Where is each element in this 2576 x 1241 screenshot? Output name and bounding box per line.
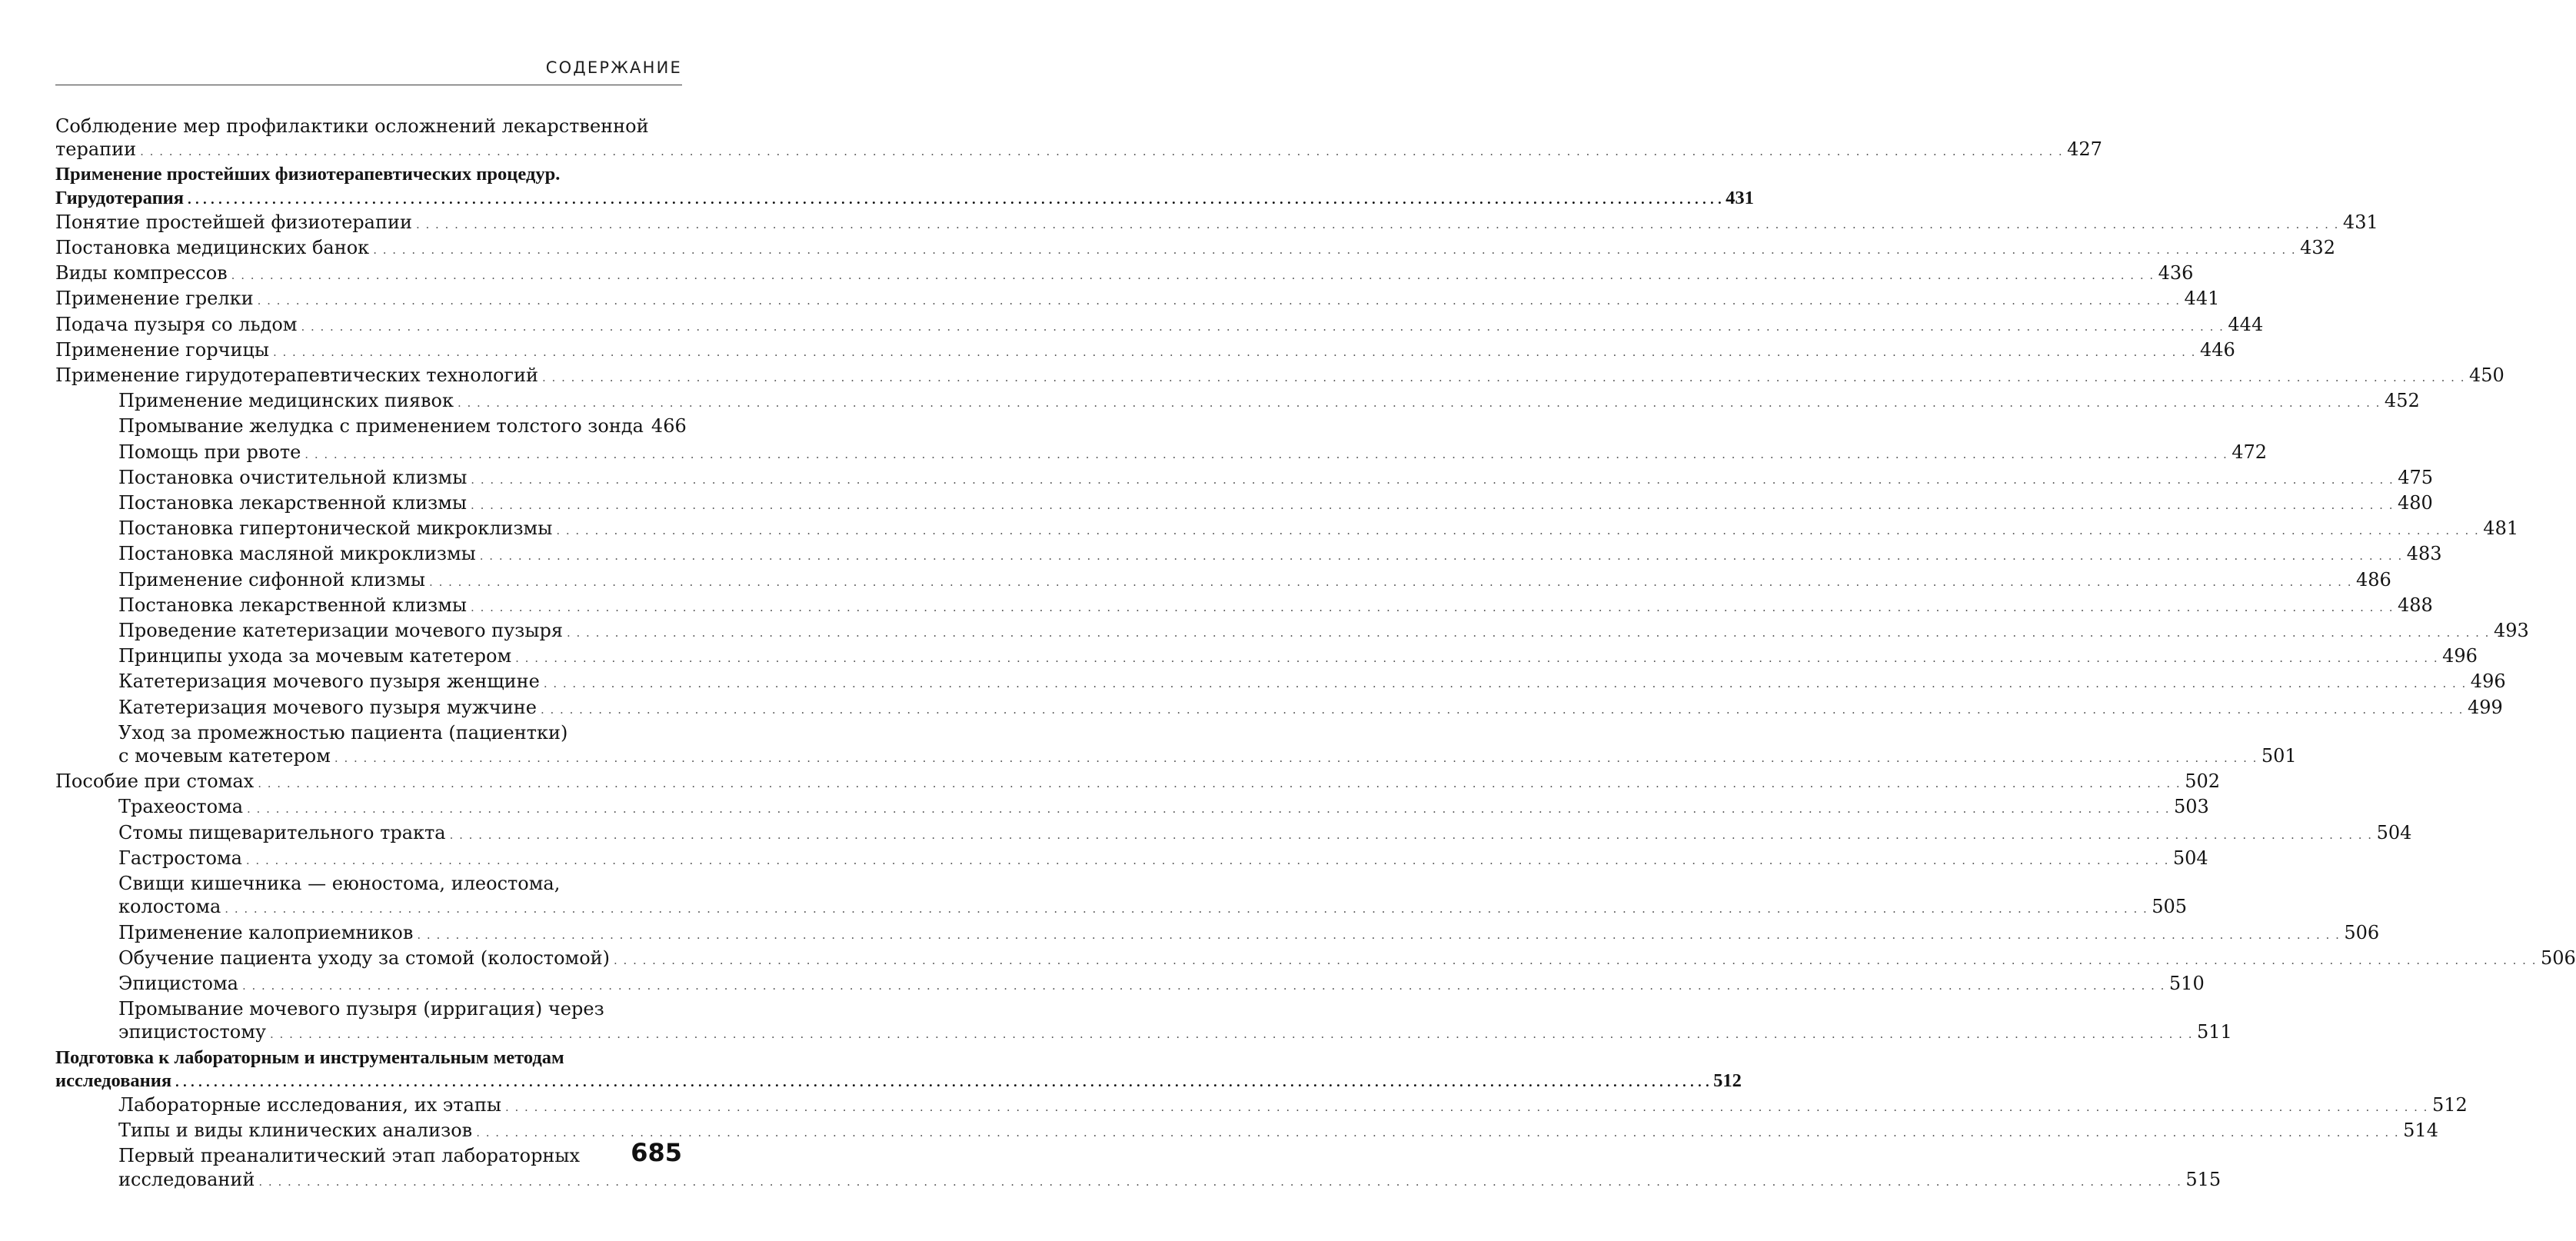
- toc-entry[interactable]: [55, 568, 2391, 594]
- toc-entry-title-line: Соблюдение мер профилактики осложнений лекарственной: [55, 115, 649, 137]
- toc-entry-title-line: Промывание мочевого пузыря (ирригация) через: [118, 998, 604, 1020]
- toc-entry-line: [55, 261, 2194, 287]
- toc-entry-line: [118, 441, 2268, 466]
- toc-entry[interactable]: [55, 364, 2504, 389]
- toc-entry-page: 505: [2152, 896, 2188, 918]
- dot-leader: . . . . . . . . . . . . . . . . . . . . . . . . . . . . . . . . . . . . . . . . . . . . . . . . . . . . . . . . . . . . . . . . . . . . . . . . . . . . . . . . . . . . . . . . . . . . . . . . . . . . . . . . . . . . . . . . . . . . . . . . . . . . . . . . . . . . . . . . . . . . . . . . . . . . . . . . . . . . . . . . . . . . . . . . . . . . . . . . . . . . . . . . . . . . . . . . . . . . . . . .: [373, 243, 2297, 258]
- toc-entry-line: [118, 795, 2209, 820]
- toc-entry[interactable]: [55, 414, 687, 440]
- toc-entry[interactable]: [55, 847, 2208, 872]
- toc-entry[interactable]: [55, 236, 2335, 261]
- toc-entry-title: Постановка масляной микроклизмы: [118, 543, 476, 565]
- toc-entry[interactable]: [55, 542, 2442, 567]
- toc-entry-title: Постановка очистительной клизмы: [118, 466, 468, 488]
- toc-entry[interactable]: [55, 163, 1754, 210]
- toc-entry-page: 504: [2172, 847, 2208, 869]
- dot-leader: . . . . . . . . . . . . . . . . . . . . . . . . . . . . . . . . . . . . . . . . . . . . . . . . . . . . . . . . . . . . . . . . . . . . . . . . . . . . . . . . . . . . . . . . . . . . . . . . . . . . . . . . . . . . . . . . . . . . . . . . . . . . . . . . . . . . . . . . . . . . . . . . . . . . . . . . . . . . . . . . . . . . . . . . . . . . . . . . . . . . . . . . . . . . . . . . . . . . . . . .: [417, 927, 2341, 942]
- toc-entry-line: [55, 1070, 1742, 1093]
- toc-entry[interactable]: [55, 644, 2478, 670]
- toc-entry-page: 481: [2483, 517, 2519, 540]
- toc-entry-line: [118, 594, 2433, 619]
- toc-entry-title: Применение калоприемников: [118, 921, 414, 943]
- toc-entry-line: [118, 895, 2188, 920]
- toc-entry-title-line: Подготовка к лабораторным и инструментальным методам: [55, 1046, 564, 1068]
- toc-entry-page: 486: [2356, 568, 2391, 591]
- dot-leader: . . . . . . . . . . . . . . . . . . . . . . . . . . . . . . . . . . . . . . . . . . . . . . . . . . . . . . . . . . . . . . . . . . . . . . . . . . . . . . . . . . . . . . . . . . . . . . . . . . . . . . . . . . . . . . . . . . . . . . . . . . . . . . . . . . . . . . . . . . . . . . . . . . . . . . . . . . . . . . . . . . . . . . . . . . . . . . . . . . . . . . . . . . . . . . . . . . . . . . . .: [542, 371, 2465, 385]
- dot-leader: . . . . . . . . . . . . . . . . . . . . . . . . . . . . . . . . . . . . . . . . . . . . . . . . . . . . . . . . . . . . . . . . . . . . . . . . . . . . . . . . . . . . . . . . . . . . . . . . . . . . . . . . . . . . . . . . . . . . . . . . . . . . . . . . . . . . . . . . . . . . . . . . . . . . . . . . . . . . . . . . . . . . . . . . . . . . . . . . . . . . . . . . . . . . . . . . . . . . . . . .: [471, 600, 2394, 614]
- dot-leader: . . . . . . . . . . . . . . . . . . . . . . . . . . . . . . . . . . . . . . . . . . . . . . . . . . . . . . . . . . . . . . . . . . . . . . . . . . . . . . . . . . . . . . . . . . . . . . . . . . . . . . . . . . . . . . . . . . . . . . . . . . . . . . . . . . . . . . . . . . . . . . . . . . . . . . . . . . . . . . . . . . . . . . . . . . . . . . . . . . . . . . . . . . . . . . . . . . . . . . . .: [258, 777, 2182, 791]
- toc-entry-title: Лабораторные исследования, их этапы: [118, 1093, 501, 1116]
- dot-leader: . . . . . . . . . . . . . . . . . . . . . . . . . . . . . . . . . . . . . . . . . . . . . . . . . . . . . . . . . . . . . . . . . . . . . . . . . . . . . . . . . . . . . . . . . . . . . . . . . . . . . . . . . . . . . . . . . . . . . . . . . . . . . . . . . . . . . . . . . . . . . . . . . . . . . . . . . . . . . . . . . . . . . . . . . . . . . . . . . . . . . . . . . . . . . . . . . . . . . . . .: [245, 853, 2169, 867]
- toc-entry[interactable]: [55, 696, 2503, 721]
- toc-entry[interactable]: [55, 261, 2194, 287]
- table-of-contents: [55, 115, 2576, 1193]
- toc-entry-page: 431: [1726, 187, 1754, 208]
- toc-entry[interactable]: [55, 313, 2264, 338]
- toc-entry-page: 510: [2168, 972, 2205, 994]
- toc-entry-title-line: Применение простейших физиотерапевтических процедур.: [55, 164, 561, 185]
- toc-entry-line: [118, 644, 2478, 670]
- toc-entry-line: [55, 313, 2264, 338]
- toc-entry-line: [55, 187, 1754, 211]
- toc-entry-page: 441: [2184, 288, 2220, 310]
- toc-entry[interactable]: [55, 1046, 1742, 1093]
- dot-leader: . . . . . . . . . . . . . . . . . . . . . . . . . . . . . . . . . . . . . . . . . . . . . . . . . . . . . . . . . . . . . . . . . . . . . . . . . . . . . . . . . . . . . . . . . . . . . . . . . . . . . . . . . . . . . . . . . . . . . . . . . . . . . . . . . . . . . . . . . . . . . . . . . . . . . . . . . . . . . . . . . . . . . . . . . . . . . . . . . . . . . . . . . . . . . . . . . . . . . . . .: [272, 344, 2196, 359]
- toc-entry-line: [55, 364, 2504, 389]
- toc-entry-title: Принципы ухода за мочевым катетером: [118, 645, 512, 667]
- toc-entry-page: 511: [2196, 1021, 2232, 1043]
- toc-entry-page: 503: [2173, 796, 2209, 818]
- dot-leader: . . . . . . . . . . . . . . . . . . . . . . . . . . . . . . . . . . . . . . . . . . . . . . . . . . . . . . . . . . . . . . . . . . . . . . . . . . . . . . . . . . . . . . . . . . . . . . . . . . . . . . . . . . . . . . . . . . . . . . . . . . . . . . . . . . . . . . . . . . . . . . . . . . . . . . . . . . . . . . . . . . . . . . . . . . . . . . . . . . . . . . . . . . . . . . . . . . . . . . . .: [140, 145, 2064, 159]
- toc-entry-line: [55, 138, 2102, 163]
- toc-entry[interactable]: [55, 972, 2205, 997]
- dot-leader: . . . . . . . . . . . . . . . . . . . . . . . . . . . . . . . . . . . . . . . . . . . . . . . . . . . . . . . . . . . . . . . . . . . . . . . . . . . . . . . . . . . . . . . . . . . . . . . . . . . . . . . . . . . . . . . . . . . . . . . . . . . . . . . . . . . . . . . . . . . . . . . . . . . . . . . . . . . . . . . . . . . . . . . . . . . . . . . . . . . . . . . . . . . . . . . . . . . . . . . .: [258, 1174, 2182, 1189]
- toc-entry[interactable]: [55, 389, 2420, 414]
- dot-leader: . . . . . . . . . . . . . . . . . . . . . . . . . . . . . . . . . . . . . . . . . . . . . . . . . . . . . . . . . . . . . . . . . . . . . . . . . . . . . . . . . . . . . . . . . . . . . . . . . . . . . . . . . . . . . . . . . . . . . . . . . . . . . . . . . . . . . . . . . . . . . . . . . . . . . . . . . . . . . . . . . . . . . . . . . . . . . . . . . . . . . . . . . . . . . . . . . . . . . . . .: [471, 472, 2395, 487]
- page-number: 685: [631, 1138, 682, 1167]
- toc-entry-title: колостома: [118, 896, 221, 918]
- toc-entry-line: [118, 947, 2576, 972]
- toc-entry-page: 514: [2403, 1120, 2438, 1142]
- toc-entry-page: 488: [2398, 594, 2433, 616]
- toc-entry-title-line: Первый преаналитический этап лабораторных: [118, 1145, 581, 1167]
- toc-entry[interactable]: [55, 594, 2433, 619]
- toc-entry-title: Обучение пациента уходу за стомой (колостомой): [118, 947, 611, 969]
- toc-entry-title: Трахеостома: [118, 796, 244, 818]
- toc-entry-line: [118, 744, 2297, 770]
- toc-entry[interactable]: [55, 997, 2232, 1046]
- toc-entry-title: Гирудотерапия: [55, 187, 185, 208]
- toc-entry[interactable]: [55, 921, 2380, 947]
- dot-leader: . . . . . . . . . . . . . . . . . . . . . . . . . . . . . . . . . . . . . . . . . . . . . . . . . . . . . . . . . . . . . . . . . . . . . . . . . . . . . . . . . . . . . . . . . . . . . . . . . . . . . . . . . . . . . . . . . . . . . . . . . . . . . . . . . . . . . . . . . . . . . . . . . . . . . . . . . . . . . . . . . . . . . . . . . . . . . . . . . . . . . . . . . . . . . . . . . . . . . . . .: [429, 574, 2352, 589]
- toc-entry-line: [118, 517, 2519, 542]
- toc-entry-title: Применение медицинских пиявок: [118, 390, 454, 412]
- toc-entry[interactable]: [55, 466, 2434, 491]
- dot-leader: . . . . . . . . . . . . . . . . . . . . . . . . . . . . . . . . . . . . . . . . . . . . . . . . . . . . . . . . . . . . . . . . . . . . . . . . . . . . . . . . . . . . . . . . . . . . . . . . . . . . . . . . . . . . . . . . . . . . . . . . . . . . . . . . . . . . . . . . . . . . . . . . . . . . . . . . . . . . . . . . . . . . . . . . . . . . . . . . . . . . . . . . . . . . . . . . . . . . . . . .: [449, 827, 2373, 842]
- dot-leader: . . . . . . . . . . . . . . . . . . . . . . . . . . . . . . . . . . . . . . . . . . . . . . . . . . . . . . . . . . . . . . . . . . . . . . . . . . . . . . . . . . . . . . . . . . . . . . . . . . . . . . . . . . . . . . . . . . . . . . . . . . . . . . . . . . . . . . . . . . . . . . . . . . . . . . . . . . . . . . . . . . . . . . . . . . . . . . . . . . . . . . . . . . . . . . . . . . . . . . . .: [515, 651, 2439, 666]
- toc-entry-title: Постановка лекарственной клизмы: [118, 492, 468, 514]
- toc-entry[interactable]: [55, 338, 2235, 364]
- toc-entry-page: 499: [2467, 696, 2503, 718]
- toc-entry-title: Промывание желудка с применением толстого зонда: [118, 415, 644, 438]
- dot-leader: . . . . . . . . . . . . . . . . . . . . . . . . . . . . . . . . . . . . . . . . . . . . . . . . . . . . . . . . . . . . . . . . . . . . . . . . . . . . . . . . . . . . . . . . . . . . . . . . . . . . . . . . . . . . . . . . . . . . . . . . . . . . . . . . . . . . . . . . . . . . . . . . . . . . . . . . . . . . . . . . . . . . . . . . . . . . . . . . . . . . . . . . . . . . . . . . . . . . . . . .: [543, 677, 2467, 691]
- dot-leader: . . . . . . . . . . . . . . . . . . . . . . . . . . . . . . . . . . . . . . . . . . . . . . . . . . . . . . . . . . . . . . . . . . . . . . . . . . . . . . . . . . . . . . . . . . . . . . . . . . . . . . . . . . . . . . . . . . . . . . . . . . . . . . . . . . . . . . . . . . . . . . . . . . . . . . . . . . . . . . . . . . . . . . . . . . . . . . . . . . . . . . . . . . . . . . . . . . . . . . . .: [247, 802, 2170, 817]
- toc-entry-title: Постановка лекарственной клизмы: [118, 594, 468, 616]
- dot-leader: . . . . . . . . . . . . . . . . . . . . . . . . . . . . . . . . . . . . . . . . . . . . . . . . . . . . . . . . . . . . . . . . . . . . . . . . . . . . . . . . . . . . . . . . . . . . . . . . . . . . . . . . . . . . . . . . . . . . . . . . . . . . . . . . . . . . . . . . . . . . . . . . . . . . . . . . . . . . . . . . . . . . . . . . . . . . . . . . . . . . . . . . . . . . . . . . . . . . . . . .: [257, 294, 2181, 308]
- dot-leader: . . . . . . . . . . . . . . . . . . . . . . . . . . . . . . . . . . . . . . . . . . . . . . . . . . . . . . . . . . . . . . . . . . . . . . . . . . . . . . . . . . . . . . . . . . . . . . . . . . . . . . . . . . . . . . . . . . . . . . . . . . . . . . . . . . . . . . . . . . . . . . . . . . . . . . . . . . . . . . . . . . . . . . . . . . . . . . . . . . . . . . . . . . . . . . . . . . . . . . . .: [241, 978, 2165, 993]
- toc-entry-line: [118, 821, 2412, 847]
- running-head-title: СОДЕРЖАНИЕ: [545, 58, 682, 77]
- toc-entry-page: 427: [2067, 138, 2102, 161]
- toc-entry[interactable]: [55, 872, 2188, 920]
- toc-entry-line: [118, 1020, 2232, 1046]
- toc-entry-title-line: Уход за промежностью пациента (пациентки): [118, 721, 568, 744]
- toc-entry-page: 432: [2300, 237, 2335, 259]
- toc-entry-line: [118, 1168, 2222, 1193]
- toc-entry[interactable]: [55, 670, 2506, 695]
- toc-entry-line: [118, 921, 2380, 947]
- toc-entry-page: 450: [2468, 364, 2504, 387]
- toc-entry[interactable]: [55, 1119, 2438, 1144]
- toc-entry-title: Применение сифонной клизмы: [118, 568, 426, 591]
- toc-entry-line: [118, 491, 2433, 517]
- dot-leader: . . . . . . . . . . . . . . . . . . . . . . . . . . . . . . . . . . . . . . . . . . . . . . . . . . . . . . . . . . . . . . . . . . . . . . . . . . . . . . . . . . . . . . . . . . . . . . . . . . . . . . . . . . . . . . . . . . . . . . . . . . . . . . . . . . . . . . . . . . . . . . . . . . . . . . . . . . . . . . . . . . . . . . . . . . . . . . . . . . . . . . . . . . . . . . . . . . . . . . . .: [415, 217, 2339, 231]
- toc-entry[interactable]: [55, 1093, 2468, 1119]
- toc-entry-page: 506: [2540, 947, 2576, 969]
- toc-entry-line: [118, 568, 2391, 594]
- toc-entry-title: Стомы пищеварительного тракта: [118, 821, 446, 843]
- toc-entry-line: [118, 1119, 2438, 1144]
- toc-entry-title: эпицистостому: [118, 1021, 266, 1043]
- toc-entry-page: 446: [2199, 338, 2235, 361]
- toc-entry-line: [118, 972, 2205, 997]
- dot-leader: . . . . . . . . . . . . . . . . . . . . . . . . . . . . . . . . . . . . . . . . . . . . . . . . . . . . . . . . . . . . . . . . . . . . . . . . . . . . . . . . . . . . . . . . . . . . . . . . . . . . . . . . . . . . . . . . . . . . . . . . . . . . . . . . . . . . . . . . . . . . . . . . . . . . . . . . . . . . . . . . . . . . . . . . . . . . . . . . . . . . . . . . . . . . . . . . . . . . . . . .: [270, 1027, 2193, 1042]
- toc-entry-line: [118, 1093, 2468, 1119]
- dot-leader: . . . . . . . . . . . . . . . . . . . . . . . . . . . . . . . . . . . . . . . . . . . . . . . . . . . . . . . . . . . . . . . . . . . . . . . . . . . . . . . . . . . . . . . . . . . . . . . . . . . . . . . . . . . . . . . . . . . . . . . . . . . . . . . . . . . . . . . . . . . . . . . . . . . . . . . . . . . . . . . . . . . . . . . . . . . . . . . . . . . . . . . . . . . . . . . . . . . . . . . .: [471, 498, 2394, 513]
- toc-entry-title: Виды компрессов: [55, 262, 228, 284]
- toc-entry[interactable]: [55, 795, 2209, 820]
- toc-entry-title: Помощь при рвоте: [118, 441, 301, 463]
- toc-entry-title: терапии: [55, 138, 137, 161]
- dot-leader: . . . . . . . . . . . . . . . . . . . . . . . . . . . . . . . . . . . . . . . . . . . . . . . . . . . . . . . . . . . . . . . . . . . . . . . . . . . . . . . . . . . . . . . . . . . . . . . . . . . . . . . . . . . . . . . . . . . . . . . . . . . . . . . . . . . . . . . . . . . . . . . . . . . . . . . . . . . . . . . . . . . . . . . . . . . . . . . . . . . . . . . . . . . . . . . . . . . . . . . .: [556, 524, 2480, 538]
- toc-entry-line: [118, 414, 687, 440]
- toc-entry-page: 466: [651, 415, 687, 438]
- dot-leader: . . . . . . . . . . . . . . . . . . . . . . . . . . . . . . . . . . . . . . . . . . . . . . . . . . . . . . . . . . . . . . . . . . . . . . . . . . . . . . . . . . . . . . . . . . . . . . . . . . . . . . . . . . . . . . . . . . . . . . . . . . . . . . . . . . . . . . . . . . . . . . . . . . . . . . . . . . . . . . . . . . . . . . . . . . . . . . . . . . . . . . . . . . . . . . . . . . . . . . . .: [305, 447, 2228, 461]
- toc-entry-title: Подача пузыря со льдом: [55, 313, 298, 335]
- toc-entry[interactable]: [55, 441, 2268, 466]
- toc-entry-title: с мочевым катетером: [118, 745, 331, 767]
- toc-entry-title: Применение гирудотерапевтических технологий: [55, 364, 538, 387]
- toc-entry-title: Пособие при стомах: [55, 770, 255, 793]
- dot-leader: . . . . . . . . . . . . . . . . . . . . . . . . . . . . . . . . . . . . . . . . . . . . . . . . . . . . . . . . . . . . . . . . . . . . . . . . . . . . . . . . . . . . . . . . . . . . . . . . . . . . . . . . . . . . . . . . . . . . . . . . . . . . . . . . . . . . . . . . . . . . . . . . . . . . . . . . . . . . . . . . . . . . . . . . . . . . . . . . . . . . . . . . . . . . . . . . . . . . . . . .: [504, 1100, 2428, 1114]
- toc-entry[interactable]: [55, 770, 2220, 795]
- toc-entry-page: 501: [2261, 745, 2297, 767]
- dot-leader: . . . . . . . . . . . . . . . . . . . . . . . . . . . . . . . . . . . . . . . . . . . . . . . . . . . . . . . . . . . . . . . . . . . . . . . . . . . . . . . . . . . . . . . . . . . . . . . . . . . . . . . . . . . . . . . . . . . . . . . . . . . . . . . . . . . . . . . . . . . . . . . . . . . . . . . . . . . . . . . . . . . . . . . . . . . . . . . . . . . . . . . . . . . . . . . . . . . . . . . .: [614, 953, 2537, 967]
- toc-entry-title: Постановка медицинских банок: [55, 237, 370, 259]
- toc-entry-page: 436: [2158, 262, 2194, 284]
- toc-entry-line: [118, 619, 2529, 644]
- dot-leader: . . . . . . . . . . . . . . . . . . . . . . . . . . . . . . . . . . . . . . . . . . . . . . . . . . . . . . . . . . . . . . . . . . . . . . . . . . . . . . . . . . . . . . . . . . . . . . . . . . . . . . . . . . . . . . . . . . . . . . . . . . . . . . . . . . . . . . . . . . . . . . . . . . . . . . . . . . . . . . . . . . . . . . . . . . . . . . . . . . . . . . . . . . . . . . . . . . . . . . . .: [225, 902, 2148, 917]
- toc-entry-page: 483: [2406, 543, 2442, 565]
- toc-entry[interactable]: [55, 211, 2378, 236]
- dot-leader: . . . . . . . . . . . . . . . . . . . . . . . . . . . . . . . . . . . . . . . . . . . . . . . . . . . . . . . . . . . . . . . . . . . . . . . . . . . . . . . . . . . . . . . . . . . . . . . . . . . . . . . . . . . . . . . . . . . . . . . . . . . . . . . . . . . . . . . . . . . . . . . . . . . . . . . . . . . . . . . . . . . . . . . . . . . . . . . . . . . . . . . . . . . . . . . . . . . . . . . .: [566, 626, 2490, 640]
- toc-entry[interactable]: [55, 287, 2220, 312]
- dot-leader: . . . . . . . . . . . . . . . . . . . . . . . . . . . . . . . . . . . . . . . . . . . . . . . . . . . . . . . . . . . . . . . . . . . . . . . . . . . . . . . . . . . . . . . . . . . . . . . . . . . . . . . . . . . . . . . . . . . . . . . . . . . . . . . . . . . . . . . . . . . . . . . . . . . . . . . . . . . . . . . . . . . . . . . . . . . . . . . . . . . . . . . . . . . . . . . . . . . . . . . .: [231, 268, 2155, 283]
- toc-entry-page: 506: [2344, 921, 2380, 943]
- dot-leader: . . . . . . . . . . . . . . . . . . . . . . . . . . . . . . . . . . . . . . . . . . . . . . . . . . . . . . . . . . . . . . . . . . . . . . . . . . . . . . . . . . . . . . . . . . . . . . . . . . . . . . . . . . . . . . . . . . . . . . . . . . . . . . . . . . . . . . . . . . . . . . . . . . . . . . . . . . . . . . . . . . . . . . . . . . . . . . . . . . . . . . . . . . . . . . . . . . . . . . . .: [540, 702, 2464, 717]
- toc-entry[interactable]: [55, 491, 2433, 517]
- toc-entry-page: 493: [2493, 620, 2529, 642]
- toc-entry-title: Гастростома: [118, 847, 242, 869]
- toc-entry-page: 472: [2232, 441, 2268, 463]
- toc-entry-line: [118, 542, 2442, 567]
- toc-entry-page: 475: [2398, 466, 2434, 488]
- toc-entry-page: 515: [2185, 1168, 2222, 1190]
- toc-entry-title: Эпицистома: [118, 972, 238, 994]
- toc-entry[interactable]: [55, 619, 2529, 644]
- toc-entry-title: Применение грелки: [55, 288, 254, 310]
- dot-leader: . . . . . . . . . . . . . . . . . . . . . . . . . . . . . . . . . . . . . . . . . . . . . . . . . . . . . . . . . . . . . . . . . . . . . . . . . . . . . . . . . . . . . . . . . . . . . . . . . . . . . . . . . . . . . . . . . . . . . . . . . . . . . . . . . . . . . . . . . . . . . . . . . . . . . . . . . . . . . . . . . . . . . . . . . . . . . . . . . . . . . . . . . . . . . . . . . . . . . . . .: [175, 1073, 1710, 1090]
- toc-entry-line: [118, 389, 2420, 414]
- toc-entry-line: [55, 770, 2220, 795]
- toc-entry-title: Типы и виды клинических анализов: [118, 1120, 473, 1142]
- toc-entry-line: [55, 236, 2335, 261]
- toc-entry[interactable]: [55, 517, 2519, 542]
- toc-entry[interactable]: [55, 947, 2576, 972]
- toc-entry-title-line: Свищи кишечника — еюностома, илеостома,: [118, 873, 561, 895]
- toc-entry-page: 504: [2376, 821, 2412, 843]
- toc-entry-page: 496: [2442, 645, 2478, 667]
- toc-entry[interactable]: [55, 721, 2297, 770]
- toc-entry[interactable]: [55, 1144, 2222, 1193]
- toc-entry-title: Катетеризация мочевого пузыря мужчине: [118, 696, 537, 718]
- toc-entry-title: Катетеризация мочевого пузыря женщине: [118, 670, 540, 693]
- toc-entry-title: исследований: [118, 1168, 255, 1190]
- toc-entry-line: [118, 847, 2208, 872]
- toc-entry-title: исследования: [55, 1070, 172, 1091]
- toc-entry-title: Применение горчицы: [55, 338, 269, 361]
- toc-entry-line: [118, 466, 2434, 491]
- toc-entry-title: Понятие простейшей физиотерапии: [55, 211, 412, 233]
- dot-leader: . . . . . . . . . . . . . . . . . . . . . . . . . . . . . . . . . . . . . . . . . . . . . . . . . . . . . . . . . . . . . . . . . . . . . . . . . . . . . . . . . . . . . . . . . . . . . . . . . . . . . . . . . . . . . . . . . . . . . . . . . . . . . . . . . . . . . . . . . . . . . . . . . . . . . . . . . . . . . . . . . . . . . . . . . . . . . . . . . . . . . . . . . . . . . . . . . . . . . . . .: [188, 191, 1722, 207]
- toc-entry-title: Постановка гипертонической микроклизмы: [118, 517, 553, 540]
- dot-leader: . . . . . . . . . . . . . . . . . . . . . . . . . . . . . . . . . . . . . . . . . . . . . . . . . . . . . . . . . . . . . . . . . . . . . . . . . . . . . . . . . . . . . . . . . . . . . . . . . . . . . . . . . . . . . . . . . . . . . . . . . . . . . . . . . . . . . . . . . . . . . . . . . . . . . . . . . . . . . . . . . . . . . . . . . . . . . . . . . . . . . . . . . . . . . . . . . . . . . . . .: [476, 1126, 2400, 1140]
- toc-entry-title: Проведение катетеризации мочевого пузыря: [118, 620, 563, 642]
- dot-leader: . . . . . . . . . . . . . . . . . . . . . . . . . . . . . . . . . . . . . . . . . . . . . . . . . . . . . . . . . . . . . . . . . . . . . . . . . . . . . . . . . . . . . . . . . . . . . . . . . . . . . . . . . . . . . . . . . . . . . . . . . . . . . . . . . . . . . . . . . . . . . . . . . . . . . . . . . . . . . . . . . . . . . . . . . . . . . . . . . . . . . . . . . . . . . . . . . . . . . . . .: [301, 319, 2225, 334]
- toc-entry-page: 452: [2384, 390, 2420, 412]
- toc-entry-page: 444: [2228, 313, 2264, 335]
- toc-entry-line: [118, 696, 2503, 721]
- dot-leader: . . . . . . . . . . . . . . . . . . . . . . . . . . . . . . . . . . . . . . . . . . . . . . . . . . . . . . . . . . . . . . . . . . . . . . . . . . . . . . . . . . . . . . . . . . . . . . . . . . . . . . . . . . . . . . . . . . . . . . . . . . . . . . . . . . . . . . . . . . . . . . . . . . . . . . . . . . . . . . . . . . . . . . . . . . . . . . . . . . . . . . . . . . . . . . . . . . . . . . . .: [334, 751, 2258, 766]
- toc-entry-line: [55, 338, 2235, 364]
- toc-entry-line: [118, 670, 2506, 695]
- toc-entry-page: 502: [2185, 770, 2220, 793]
- toc-entry-page: 496: [2470, 670, 2506, 693]
- toc-entry-page: 431: [2342, 211, 2378, 233]
- dot-leader: . . . . . . . . . . . . . . . . . . . . . . . . . . . . . . . . . . . . . . . . . . . . . . . . . . . . . . . . . . . . . . . . . . . . . . . . . . . . . . . . . . . . . . . . . . . . . . . . . . . . . . . . . . . . . . . . . . . . . . . . . . . . . . . . . . . . . . . . . . . . . . . . . . . . . . . . . . . . . . . . . . . . . . . . . . . . . . . . . . . . . . . . . . . . . . . . . . . . . . . .: [479, 549, 2403, 564]
- toc-entry-page: 480: [2398, 492, 2433, 514]
- toc-entry[interactable]: [55, 115, 2102, 163]
- toc-entry-line: [55, 287, 2220, 312]
- dot-leader: . . . . . . . . . . . . . . . . . . . . . . . . . . . . . . . . . . . . . . . . . . . . . . . . . . . . . . . . . . . . . . . . . . . . . . . . . . . . . . . . . . . . . . . . . . . . . . . . . . . . . . . . . . . . . . . . . . . . . . . . . . . . . . . . . . . . . . . . . . . . . . . . . . . . . . . . . . . . . . . . . . . . . . . . . . . . . . . . . . . . . . . . . . . . . . . . . . . . . . . .: [457, 396, 2381, 411]
- toc-entry-page: 512: [2431, 1093, 2468, 1116]
- toc-entry-page: 512: [1713, 1070, 1742, 1091]
- toc-entry-line: [55, 211, 2378, 236]
- toc-entry[interactable]: [55, 821, 2412, 847]
